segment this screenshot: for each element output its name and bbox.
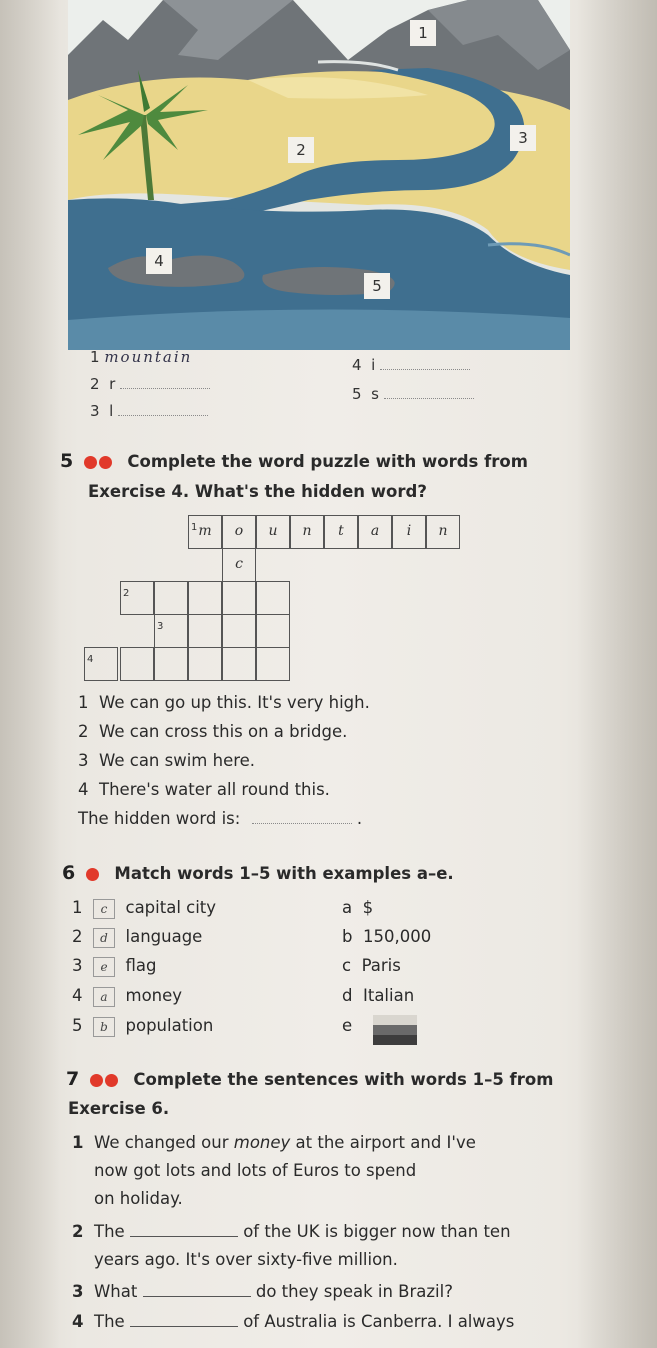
ex5-title-line1: Complete the word puzzle with words from [127,452,528,471]
ex4-answer-line [380,368,470,370]
ex7-s3-blank[interactable] [143,1295,251,1297]
flag-icon [373,1011,417,1051]
match-answer-box[interactable]: d [93,928,115,948]
page-shadow-right [577,0,657,1348]
ex6-item-2: 2 d language [72,927,203,946]
ex6-example-b: b 150,000 [342,927,432,946]
ex7-s2-line2: years ago. It's over sixty-five million. [94,1250,398,1269]
crossword-cell[interactable]: 3 [154,614,188,648]
ex7-s4: 4 The of Australia is Canberra. I always [72,1312,515,1331]
match-answer-box[interactable]: e [93,957,115,977]
landscape-picture [68,0,570,350]
ex7-s2-blank[interactable] [130,1235,238,1237]
crossword-cell[interactable] [256,647,290,681]
crossword-cell[interactable]: 4 [84,647,118,681]
crossword-cell[interactable] [188,614,222,648]
crossword-cell-hidden[interactable]: c [222,548,256,582]
difficulty-dots [86,868,99,881]
ex6-number: 6 [62,862,76,884]
match-answer-box[interactable]: a [93,987,115,1007]
crossword-cell[interactable] [256,581,290,615]
clue-3: 3 We can swim here. [78,751,256,770]
ex7-title-line1: Complete the sentences with words 1–5 from [133,1070,554,1089]
ex6-item-3: 3 e flag [72,956,157,975]
ex4-answer-2-text[interactable]: r [109,375,116,393]
crossword-cell[interactable] [120,647,154,681]
landscape-illustration [68,0,570,350]
ex4-answer-3-text[interactable]: l [109,402,114,420]
ex7-s1-line1: 1 We changed our money at the airport and I've [72,1133,476,1152]
difficulty-dots [84,456,112,469]
crossword-cell[interactable]: n [426,515,460,549]
crossword-cell[interactable]: 1 m [188,515,222,549]
crossword-cell-hidden[interactable] [222,614,256,648]
ex4-answer-4-text[interactable]: i [371,356,376,374]
crossword-cell[interactable]: t [324,515,358,549]
hidden-word-input[interactable] [252,822,352,824]
example-answer: money [233,1133,291,1152]
crossword-cell[interactable] [154,581,188,615]
ex5-title-line2: Exercise 4. What's the hidden word? [88,482,427,501]
ex6-header [62,862,454,884]
ex7-title-line2: Exercise 6. [68,1099,170,1118]
match-answer-box[interactable]: b [93,1017,115,1037]
ex6-example-c: c Paris [342,956,401,975]
ex4-answer-5-text[interactable]: s [371,385,379,403]
crossword-cell[interactable]: u [256,515,290,549]
ex6-item-5: 5 b population [72,1016,214,1035]
crossword-cell[interactable] [154,647,188,681]
picture-label-1: 1 [410,20,436,46]
difficulty-dots [90,1074,118,1087]
ex7-s4-blank[interactable] [130,1325,238,1327]
picture-label-3: 3 [510,125,536,151]
ex7-s1-line3: on holiday. [94,1189,183,1208]
ex6-example-e: e [342,1016,353,1035]
page-shadow-left [0,0,60,1348]
crossword-cell-hidden[interactable] [222,581,256,615]
ex4-answer-1: 1 mountain [90,348,193,366]
ex7-header [66,1068,553,1090]
crossword-cell[interactable] [256,614,290,648]
ex6-title: Match words 1–5 with examples a–e. [114,864,454,883]
crossword-cell[interactable]: i [392,515,426,549]
ex4-answer-line [118,414,208,416]
picture-label-2: 2 [288,137,314,163]
ex6-example-a: a $ [342,898,374,917]
ex4-answer-5: 5 s [352,385,474,403]
ex4-answer-2: 2 r [90,375,210,393]
picture-label-5: 5 [364,273,390,299]
crossword-cell[interactable]: 2 [120,581,154,615]
picture-label-4: 4 [146,248,172,274]
crossword-cell-hidden[interactable] [222,647,256,681]
ex7-number: 7 [66,1068,80,1090]
ex7-s2-line1: 2 The of the UK is bigger now than ten [72,1222,511,1241]
ex4-answer-line [384,397,474,399]
ex4-answer-1-text[interactable]: mountain [104,348,193,366]
clue-2: 2 We can cross this on a bridge. [78,722,348,741]
ex6-example-d: d Italian [342,986,415,1005]
ex6-item-4: 4 a money [72,986,183,1005]
ex5-header [60,450,528,472]
crossword-cell[interactable]: o [222,515,256,549]
ex7-s1-line2: now got lots and lots of Euros to spend [94,1161,417,1180]
ex4-answer-3: 3 l [90,402,208,420]
crossword-cell[interactable] [188,647,222,681]
clue-4: 4 There's water all round this. [78,780,330,799]
ex5-number: 5 [60,450,74,472]
ex6-item-1: 1 c capital city [72,898,217,917]
match-answer-box[interactable]: c [93,899,115,919]
hidden-word-line: The hidden word is: . [78,809,363,828]
ex4-answer-line [120,387,210,389]
clue-1: 1 We can go up this. It's very high. [78,693,370,712]
crossword-cell[interactable]: a [358,515,392,549]
crossword-cell[interactable]: n [290,515,324,549]
ex7-s3: 3 What do they speak in Brazil? [72,1282,453,1301]
ex4-answer-4: 4 i [352,356,470,374]
crossword-cell[interactable] [188,581,222,615]
